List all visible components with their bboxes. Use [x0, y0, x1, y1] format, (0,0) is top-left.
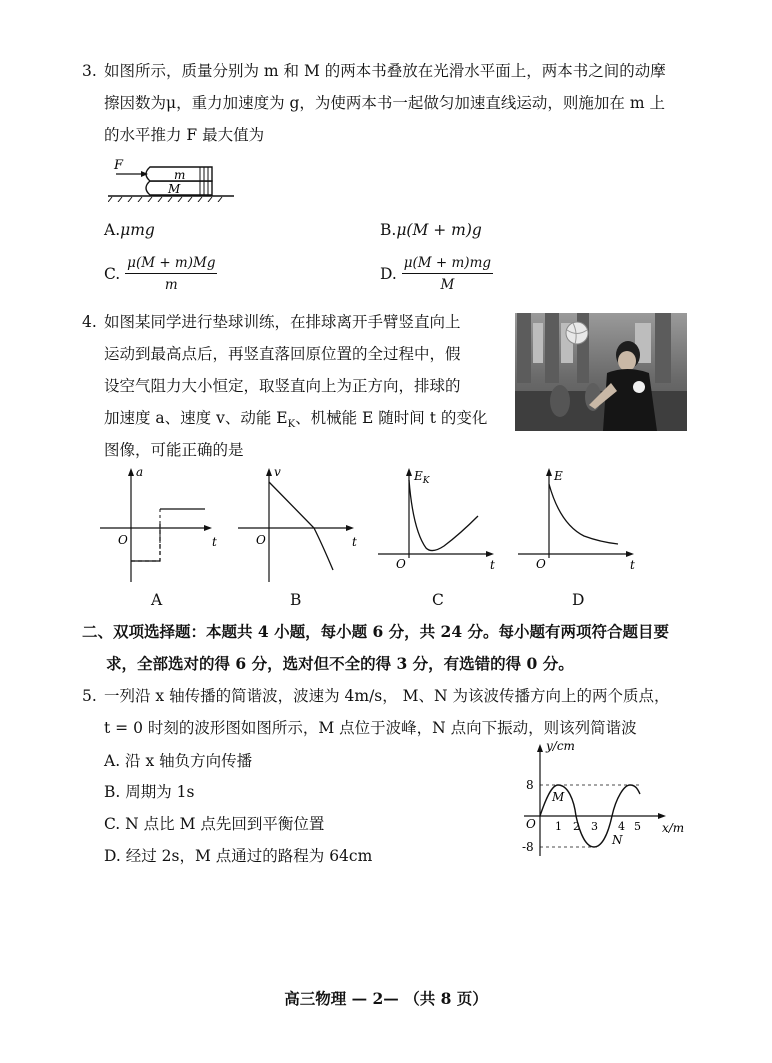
q3-fig-label-M: M [168, 182, 181, 196]
q3-option-D-denominator: M [440, 277, 455, 294]
q3-option-A-letter: A. [104, 221, 121, 239]
q5-wave-label-N: N [612, 833, 623, 847]
q4-graph-C-ylabel: $E_K$ [414, 469, 430, 486]
q3-books-figure [108, 156, 238, 202]
q4-graph-D [518, 466, 643, 576]
q5-wave-xtick-3: 3 [591, 820, 598, 833]
q5-wave-ytick-neg8: -8 [522, 840, 534, 854]
q3-option-C-letter: C. [104, 264, 121, 283]
q4-graph-A-ylabel: a [136, 466, 144, 479]
q3-option-D-letter: D. [380, 264, 397, 283]
q5-stem-line1: 一列沿 x 轴传播的简谐波，波速为 4m/s， M、N 为该波传播方向上的两个质点， [104, 687, 670, 705]
q4-graph-C [378, 466, 503, 576]
q5-option-B: B. 周期为 1s [104, 783, 195, 801]
q3-option-B-letter: B. [380, 221, 397, 239]
q3-option-C [104, 255, 217, 293]
q5-wave-xtick-5: 5 [634, 820, 641, 833]
q4-stem-line3: 设空气阻力大小恒定，取竖直向上为正方向，排球的 [104, 377, 461, 395]
q3-option-A [104, 221, 155, 240]
q5-option-A: A. 沿 x 轴负方向传播 [104, 752, 253, 770]
q3-option-C-numerator: μ(M + m)Mg [125, 255, 217, 274]
page-footer: 高三物理 — 2— （共 8 页） [284, 989, 488, 1008]
q3-number: 3. [82, 62, 97, 80]
q5-wave-xtick-1: 1 [555, 820, 562, 833]
q4-graph-A-xlabel: t [212, 535, 217, 549]
q3-stem-line2: 擦因数为μ，重力加速度为 g，为使两本书一起做匀加速直线运动，则施加在 m 上 [104, 94, 665, 112]
q3-option-B-text: μ(M + m)g [396, 221, 482, 239]
q5-wave-origin: O [526, 817, 536, 831]
q4-number: 4. [82, 313, 97, 331]
q5-wave-ytick-8: 8 [526, 778, 534, 792]
q3-stem-line1: 如图所示，质量分别为 m 和 M 的两本书叠放在光滑水平面上，两本书之间的动摩 [104, 62, 666, 80]
q4-stem-line5: 图像，可能正确的是 [104, 441, 244, 459]
q3-option-D-numerator: μ(M + m)mg [402, 255, 493, 274]
q5-wave-xtick-2: 2 [573, 820, 580, 833]
q4-graph-C-origin: O [396, 557, 406, 571]
q4-graph-A-origin: O [118, 533, 128, 547]
q4-graph-A [100, 466, 220, 584]
q4-stem-line4: 加速度 a、速度 v、动能 $E_K$、机械能 E 随时间 t 的变化 [104, 409, 488, 431]
section2-heading-line1: 二、双项选择题：本题共 4 小题，每小题 6 分，共 24 分。每小题有两项符合题目要 [82, 622, 670, 641]
q3-option-B [380, 221, 482, 240]
q3-option-A-text: μmg [120, 221, 155, 239]
q4-graph-D-ylabel: E [554, 469, 563, 483]
q4-graph-C-caption: C [432, 591, 444, 609]
q4-graph-B-ylabel: v [274, 466, 281, 479]
q3-option-C-denominator: m [164, 277, 178, 294]
q4-graph-B [238, 466, 363, 584]
volleyball-photo [515, 313, 687, 431]
q4-graph-D-xlabel: t [630, 558, 635, 572]
q4-stem-line1: 如图某同学进行垫球训练，在排球离开手臂竖直向上 [104, 313, 461, 331]
q5-wave-label-M: M [552, 790, 565, 804]
q3-option-D [380, 255, 493, 293]
q3-fig-label-F: F [114, 158, 124, 173]
q4-graph-A-caption: A [151, 591, 163, 609]
q5-number: 5. [82, 687, 97, 705]
q4-graph-C-xlabel: t [490, 558, 495, 572]
q4-graph-D-caption: D [572, 591, 585, 609]
q5-option-C: C. N 点比 M 点先回到平衡位置 [104, 815, 325, 833]
q4-graph-B-xlabel: t [352, 535, 357, 549]
q5-stem-line2: t = 0 时刻的波形图如图所示，M 点位于波峰，N 点向下振动，则该列简谐波 [104, 719, 637, 737]
q5-option-D: D. 经过 2s，M 点通过的路程为 64cm [104, 847, 373, 865]
q3-stem-line3: 的水平推力 F 最大值为 [104, 126, 265, 144]
q3-fig-label-m: m [174, 168, 186, 182]
q4-graph-B-origin: O [256, 533, 266, 547]
q4-graph-D-origin: O [536, 557, 546, 571]
q4-stem-line2: 运动到最高点后，再竖直落回原位置的全过程中，假 [104, 345, 461, 363]
q5-wave-xtick-4: 4 [618, 820, 625, 833]
q5-wave-ylabel: y/cm [546, 739, 575, 753]
section2-heading-line2: 求，全部选对的得 6 分，选对但不全的得 3 分，有选错的得 0 分。 [106, 654, 574, 673]
q5-wave-graph [520, 738, 692, 858]
q5-wave-xlabel: x/m [662, 821, 685, 835]
q4-graph-B-caption: B [290, 591, 302, 609]
